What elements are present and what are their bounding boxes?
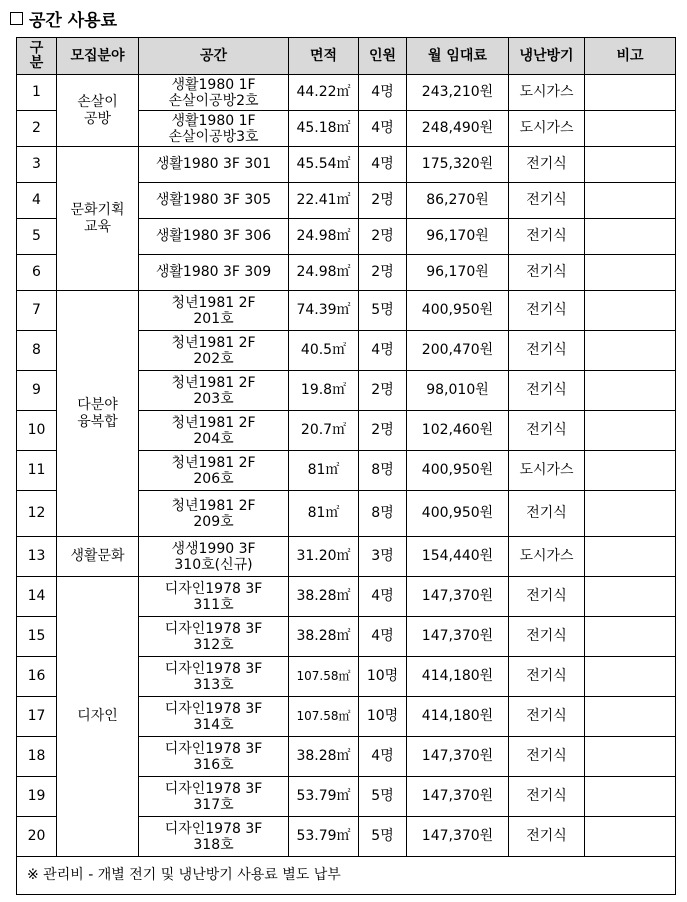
- cell-rent: 147,370원: [407, 617, 509, 657]
- cell-note: [585, 617, 676, 657]
- cell-people: 4명: [359, 617, 407, 657]
- cell-space: 디자인1978 3F 314호: [139, 697, 289, 737]
- cell-people: 5명: [359, 291, 407, 331]
- cell-area: 22.41㎡: [289, 183, 359, 219]
- cell-area: 107.58㎡: [289, 657, 359, 697]
- cell-hvac: 도시가스: [509, 451, 585, 491]
- cell-rent: 400,950원: [407, 491, 509, 537]
- cell-area: 38.28㎡: [289, 617, 359, 657]
- cell-rent: 147,370원: [407, 577, 509, 617]
- group-cell: 문화기획 교육: [57, 147, 139, 291]
- cell-area: 45.54㎡: [289, 147, 359, 183]
- cell-hvac: 전기식: [509, 817, 585, 857]
- cell-people: 8명: [359, 491, 407, 537]
- table-row: [17, 75, 676, 111]
- cell-note: [585, 577, 676, 617]
- cell-hvac: 전기식: [509, 697, 585, 737]
- cell-hvac: 전기식: [509, 291, 585, 331]
- cell-space: 청년1981 2F 204호: [139, 411, 289, 451]
- cell-people: 2명: [359, 219, 407, 255]
- cell-people: 10명: [359, 657, 407, 697]
- cell-note: [585, 737, 676, 777]
- cell-space: 생활1980 1F 손살이공방2호: [139, 75, 289, 111]
- cell-hvac: 전기식: [509, 255, 585, 291]
- cell-hvac: 전기식: [509, 147, 585, 183]
- cell-rent: 414,180원: [407, 697, 509, 737]
- cell-rent: 400,950원: [407, 451, 509, 491]
- group-cell: 디자인: [57, 577, 139, 857]
- cell-space: 생활1980 1F 손살이공방3호: [139, 111, 289, 147]
- header-people: 인원: [359, 38, 407, 75]
- cell-area: 44.22㎡: [289, 75, 359, 111]
- cell-area: 24.98㎡: [289, 219, 359, 255]
- cell-note: [585, 411, 676, 451]
- cell-area: 40.5㎡: [289, 331, 359, 371]
- cell-space: 청년1981 2F 201호: [139, 291, 289, 331]
- cell-hvac: 전기식: [509, 411, 585, 451]
- cell-space: 생생1990 3F 310호(신규): [139, 537, 289, 577]
- cell-rent: 243,210원: [407, 75, 509, 111]
- cell-note: [585, 255, 676, 291]
- cell-note: [585, 777, 676, 817]
- cell-no: 1: [17, 75, 57, 111]
- cell-area: 74.39㎡: [289, 291, 359, 331]
- group-cell: 생활문화: [57, 537, 139, 577]
- cell-no: 12: [17, 491, 57, 537]
- cell-note: [585, 451, 676, 491]
- cell-people: 4명: [359, 147, 407, 183]
- cell-people: 5명: [359, 777, 407, 817]
- header-area: 면적: [289, 38, 359, 75]
- cell-rent: 86,270원: [407, 183, 509, 219]
- cell-note: [585, 147, 676, 183]
- cell-space: 디자인1978 3F 312호: [139, 617, 289, 657]
- cell-no: 7: [17, 291, 57, 331]
- cell-no: 16: [17, 657, 57, 697]
- cell-area: 38.28㎡: [289, 737, 359, 777]
- footnote: ※ 관리비 - 개별 전기 및 냉난방기 사용료 별도 납부: [17, 857, 676, 895]
- cell-rent: 154,440원: [407, 537, 509, 577]
- cell-space: 생활1980 3F 305: [139, 183, 289, 219]
- cell-no: 17: [17, 697, 57, 737]
- cell-note: [585, 291, 676, 331]
- cell-hvac: 전기식: [509, 491, 585, 537]
- cell-people: 5명: [359, 817, 407, 857]
- cell-space: 청년1981 2F 206호: [139, 451, 289, 491]
- cell-note: [585, 537, 676, 577]
- cell-area: 107.58㎡: [289, 697, 359, 737]
- rent-table: [16, 37, 676, 895]
- table-row: [17, 291, 676, 331]
- header-space: 공간: [139, 38, 289, 75]
- cell-no: 4: [17, 183, 57, 219]
- cell-rent: 147,370원: [407, 737, 509, 777]
- header-gubun: 구 분: [17, 38, 57, 75]
- square-bullet-icon: [10, 12, 23, 25]
- cell-area: 24.98㎡: [289, 255, 359, 291]
- cell-rent: 98,010원: [407, 371, 509, 411]
- cell-space: 청년1981 2F 203호: [139, 371, 289, 411]
- group-cell: 손살이 공방: [57, 75, 139, 147]
- cell-hvac: 전기식: [509, 183, 585, 219]
- cell-area: 19.8㎡: [289, 371, 359, 411]
- cell-space: 생활1980 3F 309: [139, 255, 289, 291]
- cell-space: 디자인1978 3F 317호: [139, 777, 289, 817]
- cell-people: 2명: [359, 183, 407, 219]
- cell-hvac: 전기식: [509, 219, 585, 255]
- cell-hvac: 도시가스: [509, 537, 585, 577]
- cell-hvac: 전기식: [509, 617, 585, 657]
- table-row: [17, 577, 676, 617]
- cell-note: [585, 183, 676, 219]
- cell-area: 53.79㎡: [289, 777, 359, 817]
- header-hvac: 냉난방기: [509, 38, 585, 75]
- cell-note: [585, 817, 676, 857]
- cell-no: 8: [17, 331, 57, 371]
- cell-space: 생활1980 3F 306: [139, 219, 289, 255]
- cell-rent: 400,950원: [407, 291, 509, 331]
- group-cell: 다분야 융복합: [57, 291, 139, 537]
- cell-rent: 147,370원: [407, 817, 509, 857]
- cell-people: 4명: [359, 737, 407, 777]
- table-row: [17, 147, 676, 183]
- cell-no: 11: [17, 451, 57, 491]
- cell-space: 청년1981 2F 209호: [139, 491, 289, 537]
- cell-hvac: 전기식: [509, 737, 585, 777]
- cell-hvac: 전기식: [509, 577, 585, 617]
- cell-no: 6: [17, 255, 57, 291]
- cell-people: 10명: [359, 697, 407, 737]
- cell-people: 4명: [359, 331, 407, 371]
- cell-rent: 96,170원: [407, 255, 509, 291]
- header-row: [17, 38, 676, 75]
- cell-area: 53.79㎡: [289, 817, 359, 857]
- cell-note: [585, 491, 676, 537]
- cell-no: 9: [17, 371, 57, 411]
- cell-hvac: 전기식: [509, 371, 585, 411]
- cell-no: 3: [17, 147, 57, 183]
- cell-rent: 248,490원: [407, 111, 509, 147]
- cell-note: [585, 371, 676, 411]
- cell-area: 45.18㎡: [289, 111, 359, 147]
- cell-rent: 102,460원: [407, 411, 509, 451]
- cell-rent: 414,180원: [407, 657, 509, 697]
- cell-space: 디자인1978 3F 316호: [139, 737, 289, 777]
- header-rent: 월 임대료: [407, 38, 509, 75]
- cell-no: 19: [17, 777, 57, 817]
- cell-area: 20.7㎡: [289, 411, 359, 451]
- cell-area: 38.28㎡: [289, 577, 359, 617]
- cell-rent: 175,320원: [407, 147, 509, 183]
- cell-note: [585, 75, 676, 111]
- cell-hvac: 도시가스: [509, 75, 585, 111]
- cell-no: 2: [17, 111, 57, 147]
- cell-people: 2명: [359, 255, 407, 291]
- page-title: [10, 6, 117, 31]
- header-note: 비고: [585, 38, 676, 75]
- cell-hvac: 전기식: [509, 657, 585, 697]
- cell-space: 디자인1978 3F 311호: [139, 577, 289, 617]
- cell-note: [585, 219, 676, 255]
- cell-note: [585, 697, 676, 737]
- cell-hvac: 전기식: [509, 331, 585, 371]
- cell-note: [585, 331, 676, 371]
- cell-people: 8명: [359, 451, 407, 491]
- footnote-row: [17, 857, 676, 895]
- cell-no: 5: [17, 219, 57, 255]
- cell-no: 10: [17, 411, 57, 451]
- cell-hvac: 도시가스: [509, 111, 585, 147]
- cell-note: [585, 657, 676, 697]
- title-text: 공간 사용료: [29, 11, 118, 31]
- cell-rent: 200,470원: [407, 331, 509, 371]
- cell-space: 생활1980 3F 301: [139, 147, 289, 183]
- cell-area: 31.20㎡: [289, 537, 359, 577]
- cell-people: 4명: [359, 577, 407, 617]
- cell-no: 20: [17, 817, 57, 857]
- cell-space: 청년1981 2F 202호: [139, 331, 289, 371]
- table-row: [17, 537, 676, 577]
- cell-no: 13: [17, 537, 57, 577]
- cell-area: 81㎡: [289, 451, 359, 491]
- cell-area: 81㎡: [289, 491, 359, 537]
- cell-people: 4명: [359, 111, 407, 147]
- cell-rent: 96,170원: [407, 219, 509, 255]
- cell-people: 3명: [359, 537, 407, 577]
- cell-people: 2명: [359, 371, 407, 411]
- cell-rent: 147,370원: [407, 777, 509, 817]
- cell-space: 디자인1978 3F 313호: [139, 657, 289, 697]
- cell-space: 디자인1978 3F 318호: [139, 817, 289, 857]
- cell-no: 14: [17, 577, 57, 617]
- cell-no: 15: [17, 617, 57, 657]
- header-field: 모집분야: [57, 38, 139, 75]
- cell-people: 2명: [359, 411, 407, 451]
- cell-note: [585, 111, 676, 147]
- cell-no: 18: [17, 737, 57, 777]
- cell-people: 4명: [359, 75, 407, 111]
- cell-hvac: 전기식: [509, 777, 585, 817]
